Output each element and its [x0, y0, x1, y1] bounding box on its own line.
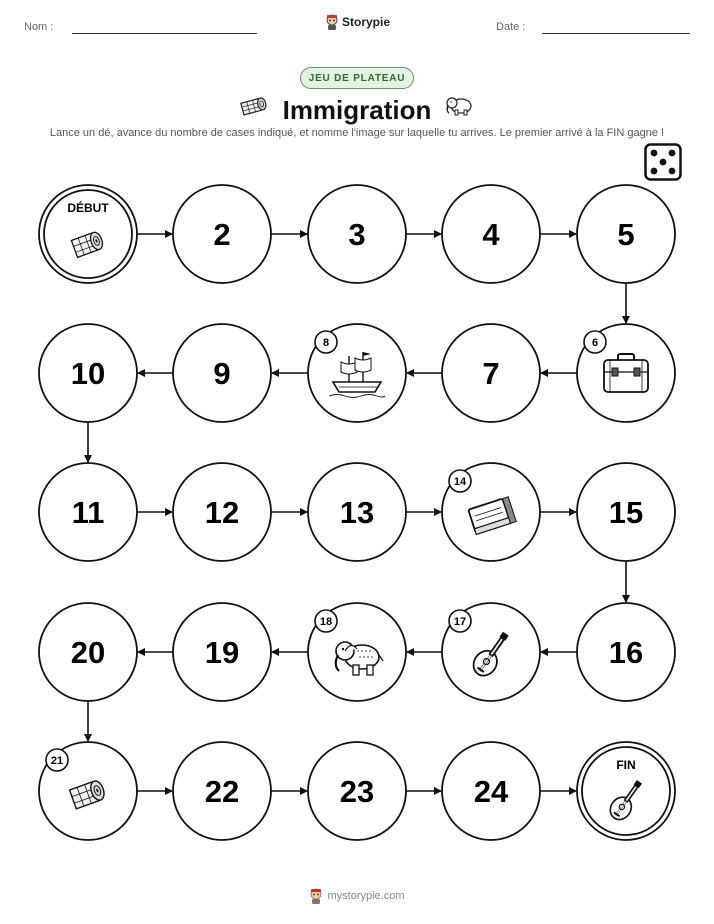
cell-number: 23 [339, 774, 375, 809]
instructions: Lance un dé, avance du nombre de cases indiqué, et nomme l'image sur laquelle tu arrives. Le premier arrivé à la FIN gagne ! [49, 127, 665, 139]
board-cell-14 [442, 463, 540, 561]
cell-number: 3 [348, 217, 366, 252]
cell-number: 17 [453, 616, 467, 628]
board-cell-22 [173, 742, 271, 840]
cell-number: 9 [213, 356, 231, 391]
board-cell-24 [442, 742, 540, 840]
board-cell-7 [442, 324, 540, 422]
board-cell-4 [442, 185, 540, 283]
cell-number: 19 [204, 635, 240, 670]
cell-number: 2 [213, 217, 231, 252]
cell-number: 16 [608, 635, 644, 670]
cell-number: 12 [204, 495, 240, 530]
board-cell-2 [173, 185, 271, 283]
cell-number: 10 [70, 356, 106, 391]
finish-label: FIN [616, 758, 636, 772]
board-cell-19 [173, 603, 271, 701]
name-label: Nom : [24, 21, 54, 33]
board-cell-17 [442, 603, 540, 701]
page-title: Immigration [282, 95, 432, 125]
board-cell-6 [577, 324, 675, 422]
board-cell-23 [308, 742, 406, 840]
board-cell-8 [308, 324, 406, 422]
board-cell-20 [39, 603, 137, 701]
board-cell-3 [308, 185, 406, 283]
board-cell-13 [308, 463, 406, 561]
board-cell-12 [173, 463, 271, 561]
cell-number: 20 [70, 635, 106, 670]
cell-number: 18 [319, 616, 333, 628]
cell-number: 13 [339, 495, 375, 530]
cell-number: 14 [453, 476, 467, 488]
board-cell-11 [39, 463, 137, 561]
mascot-icon [309, 888, 323, 904]
board-cell-21 [39, 742, 137, 840]
board-cell-15 [577, 463, 675, 561]
cell-number: 21 [50, 755, 64, 767]
cell-number: 8 [322, 337, 330, 349]
start-label: DÉBUT [67, 201, 109, 215]
cell-number: 24 [473, 774, 509, 809]
finish-cell [577, 742, 675, 840]
cell-number: 22 [204, 774, 240, 809]
cell-number: 4 [482, 217, 500, 252]
date-label: Date : [496, 21, 526, 33]
brand-name: Storypie [342, 15, 391, 29]
board-cell-10 [39, 324, 137, 422]
board-cell-18 [308, 603, 406, 701]
cell-number: 15 [608, 495, 644, 530]
board-cell-9 [173, 324, 271, 422]
cell-number: 11 [71, 495, 105, 530]
footer-url[interactable]: mystorypie.com [327, 890, 405, 902]
cell-number: 5 [617, 217, 635, 252]
start-cell [39, 185, 137, 283]
board-cell-16 [577, 603, 675, 701]
cell-number: 6 [591, 337, 599, 349]
game-type-badge: JEU DE PLATEAU [300, 67, 414, 89]
suitcase-icon [604, 354, 648, 392]
board-cell-5 [577, 185, 675, 283]
footer [300, 886, 414, 906]
cell-number: 7 [482, 356, 500, 391]
